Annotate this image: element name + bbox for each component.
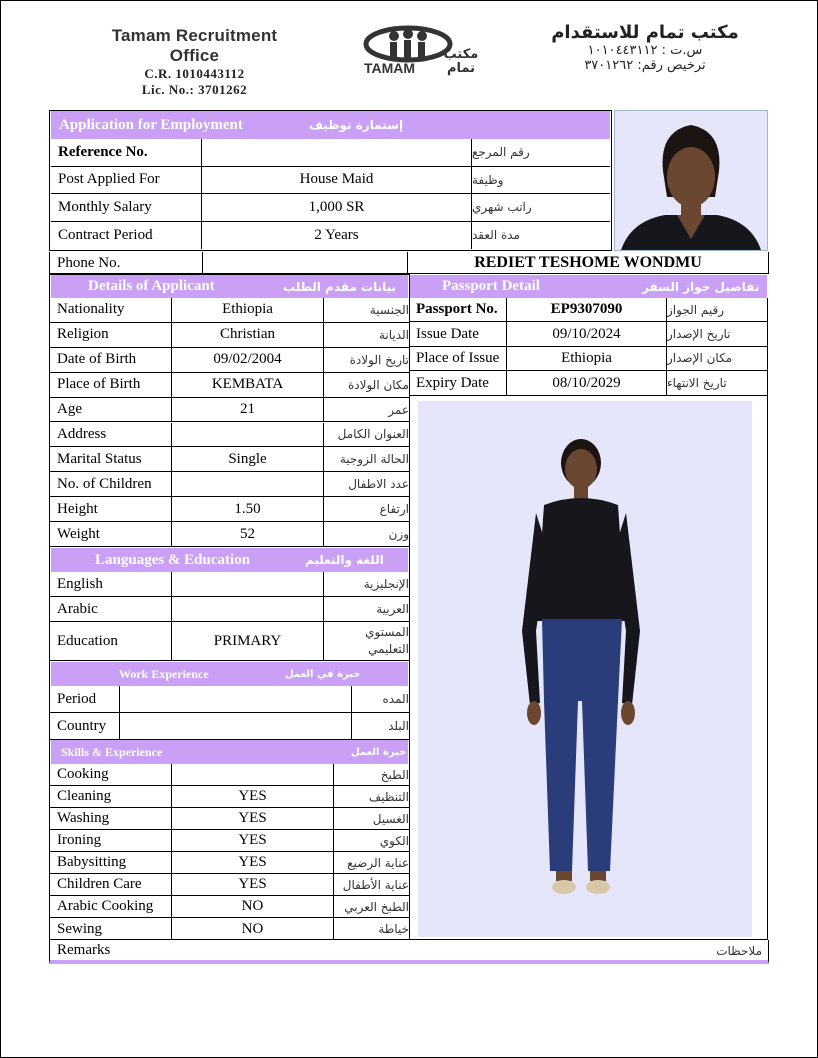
work-title-en: Work Experience	[119, 666, 209, 681]
skills-value: YES	[171, 830, 333, 851]
details-label-ar: العنوان الكامل	[323, 423, 409, 447]
skills-header	[51, 740, 408, 764]
office-header-ar	[540, 22, 750, 73]
languages-label: Arabic	[57, 600, 98, 617]
details-row	[50, 522, 409, 547]
languages-title-ar: اللغة والتعليم	[305, 553, 384, 567]
portrait-photo-frame	[614, 110, 768, 251]
details-label-ar: عمر	[323, 398, 409, 422]
skills-row	[50, 896, 409, 918]
passport-row	[410, 347, 767, 371]
skills-label-ar: عناية الرضيع	[333, 852, 409, 873]
portrait-photo	[615, 111, 767, 250]
application-label: Contract Period	[58, 226, 153, 243]
details-value: Christian	[171, 323, 323, 347]
work-header	[51, 662, 408, 686]
application-value: 2 Years	[201, 222, 471, 250]
skills-label-ar: خياطة	[333, 918, 409, 940]
skills-title-ar: خبرة العمل	[351, 746, 407, 758]
passport-label-ar: تاريخ الإصدار	[666, 322, 767, 345]
details-label: Address	[57, 425, 107, 442]
skills-label: Washing	[57, 810, 110, 826]
languages-row	[50, 572, 409, 597]
passport-title-ar: تفاصيل جواز السفر	[642, 279, 760, 294]
details-row	[50, 447, 409, 472]
details-label-ar: ارتفاع	[323, 497, 409, 521]
details-value	[171, 472, 323, 496]
skills-label: Sewing	[57, 920, 102, 937]
details-label: Marital Status	[57, 450, 142, 467]
application-value	[201, 139, 471, 166]
skills-row	[50, 830, 409, 852]
phone-label: Phone No.	[57, 254, 121, 271]
applicant-name: REDIET TESHOME WONDMU	[474, 254, 702, 271]
skills-label-ar: الطبخ	[333, 764, 409, 785]
passport-label-ar: تاريخ الانتهاء	[666, 371, 767, 395]
passport-label: Passport No.	[416, 301, 498, 318]
details-label-ar: تاريخ الولادة	[323, 348, 409, 372]
skills-value: NO	[171, 896, 333, 917]
details-value: 09/02/2004	[171, 348, 323, 372]
application-row	[51, 139, 610, 167]
logo-text-ar: مكتب تمام	[443, 47, 479, 76]
languages-label: English	[57, 575, 103, 592]
skills-label-ar: التنظيف	[333, 786, 409, 807]
work-row	[50, 713, 409, 740]
application-label: Post Applied For	[58, 171, 160, 188]
skills-row	[50, 764, 409, 786]
education-label: Education	[57, 632, 118, 649]
details-label-ar: عدد الاطفال	[323, 472, 409, 496]
remarks-label-ar: ملاحظات	[716, 943, 762, 958]
skills-label-ar: الكوي	[333, 830, 409, 851]
logo-text-en: TAMAM	[364, 60, 416, 76]
languages-label-ar: العربية	[323, 597, 409, 621]
education-label-ar	[323, 622, 409, 660]
application-value: 1,000 SR	[201, 194, 471, 221]
education-ar-line1: المستوي	[365, 625, 409, 639]
details-label: Height	[57, 500, 98, 517]
passport-label: Expiry Date	[416, 374, 489, 391]
languages-title-en: Languages & Education	[95, 551, 251, 568]
skills-label: Babysitting	[57, 854, 127, 870]
skills-value: YES	[171, 852, 333, 873]
skills-label: Children Care	[57, 876, 142, 892]
license-number-en: Lic. No.: 3701262	[141, 82, 248, 97]
phone-value	[202, 252, 408, 274]
application-row	[51, 194, 610, 222]
skills-label: Ironing	[57, 832, 102, 848]
passport-value: EP9307090	[506, 298, 666, 321]
details-value: Ethiopia	[171, 298, 323, 322]
skills-value: YES	[171, 808, 333, 829]
languages-value	[171, 572, 323, 596]
work-row	[50, 686, 409, 713]
passport-row	[410, 322, 767, 346]
details-title-ar: بيانات مقدم الطلب	[283, 279, 397, 294]
details-row	[50, 497, 409, 522]
details-title-en: Details of Applicant	[88, 278, 215, 294]
passport-label: Issue Date	[416, 325, 479, 342]
education-ar-line2: التعليمي	[368, 642, 409, 656]
details-value: Single	[171, 447, 323, 471]
skills-value	[171, 764, 333, 785]
passport-header	[410, 275, 767, 298]
application-header	[51, 111, 610, 139]
application-title-ar: إستمارة توظيف	[309, 118, 404, 132]
details-row	[50, 423, 409, 448]
details-label: Place of Birth	[57, 376, 141, 393]
license-number-ar: ترخيص رقم: ٣٧٠١٢٦٢	[584, 58, 706, 73]
skills-label-ar: عناية الأطفال	[333, 874, 409, 895]
remarks-label: Remarks	[57, 942, 111, 958]
details-row	[50, 472, 409, 497]
remarks-row	[49, 940, 769, 964]
skills-value: YES	[171, 786, 333, 807]
application-label-ar: رقم المرجع	[471, 139, 610, 166]
details-label: Nationality	[57, 301, 125, 318]
application-title-en: Application for Employment	[59, 116, 243, 133]
work-label-ar: البلد	[351, 713, 409, 739]
tamam-logo	[360, 22, 485, 80]
details-label: Religion	[57, 326, 109, 343]
details-label-ar: الحالة الزوجية	[323, 447, 409, 471]
details-row	[50, 323, 409, 348]
application-label: Monthly Salary	[58, 198, 152, 215]
skills-label: Cooking	[57, 766, 109, 782]
passport-value: Ethiopia	[506, 347, 666, 370]
work-value	[119, 713, 351, 739]
details-row	[50, 298, 409, 323]
work-title-ar: خبرة في العمل	[285, 668, 361, 680]
details-row	[50, 348, 409, 373]
details-value: 1.50	[171, 497, 323, 521]
skills-title-en: Skills & Experience	[61, 744, 163, 759]
skills-row	[50, 874, 409, 896]
languages-row	[50, 597, 409, 622]
application-value: House Maid	[201, 167, 471, 194]
languages-value	[171, 597, 323, 621]
passport-label-ar: رقيم الجواز	[666, 298, 767, 321]
details-label: Age	[57, 401, 82, 418]
skills-row	[50, 786, 409, 808]
work-label: Country	[57, 717, 107, 734]
details-label: Date of Birth	[57, 351, 137, 368]
details-header	[51, 275, 408, 298]
commercial-registration-en: C.R. 1010443112	[144, 66, 245, 81]
passport-row	[410, 298, 767, 322]
skills-value: NO	[171, 918, 333, 940]
details-label: Weight	[57, 525, 100, 542]
passport-row	[410, 371, 767, 395]
skills-row	[50, 918, 409, 940]
application-label: Reference No.	[58, 143, 148, 160]
right-column-box	[409, 396, 768, 940]
details-value	[171, 423, 323, 447]
education-row	[50, 622, 409, 661]
application-label-ar: مدة العقد	[471, 222, 610, 250]
skills-row	[50, 808, 409, 830]
details-row	[50, 373, 409, 398]
application-row	[51, 222, 610, 250]
skills-value: YES	[171, 874, 333, 895]
details-label-ar: وزن	[323, 522, 409, 546]
passport-label: Place of Issue	[416, 349, 500, 366]
languages-header	[51, 548, 408, 572]
passport-title-en: Passport Detail	[442, 278, 540, 294]
details-value: KEMBATA	[171, 373, 323, 397]
skills-label: Cleaning	[57, 788, 112, 804]
details-label-ar: الجنسية	[323, 298, 409, 322]
details-row	[50, 398, 409, 423]
passport-value: 09/10/2024	[506, 322, 666, 345]
application-label-ar: راتب شهري	[471, 194, 610, 221]
languages-label-ar: الإنجليزية	[323, 572, 409, 596]
work-label-ar: المده	[351, 686, 409, 712]
passport-value: 08/10/2029	[506, 371, 666, 395]
skills-label-ar: الغسيل	[333, 808, 409, 829]
office-name-ar: مكتب تمام للاستقدام	[551, 22, 739, 43]
work-value	[119, 686, 351, 712]
commercial-registration-ar: س.ت : ١٠١٠٤٤٣١١٢	[587, 43, 703, 58]
details-label-ar: الديانة	[323, 323, 409, 347]
application-label-ar: وظيفة	[471, 167, 610, 194]
application-row	[51, 167, 610, 195]
passport-label-ar: مكان الإصدار	[666, 347, 767, 370]
skills-row	[50, 852, 409, 874]
details-label-ar: مكان الولادة	[323, 373, 409, 397]
office-name-en: Tamam Recruitment Office	[111, 26, 278, 65]
details-value: 52	[171, 522, 323, 546]
education-value: PRIMARY	[171, 622, 323, 660]
office-header-en	[92, 26, 297, 98]
skills-label-ar: الطبخ العربي	[333, 896, 409, 917]
skills-label: Arabic Cooking	[57, 898, 154, 914]
details-value: 21	[171, 398, 323, 422]
details-label: No. of Children	[57, 475, 152, 492]
work-label: Period	[57, 690, 97, 707]
